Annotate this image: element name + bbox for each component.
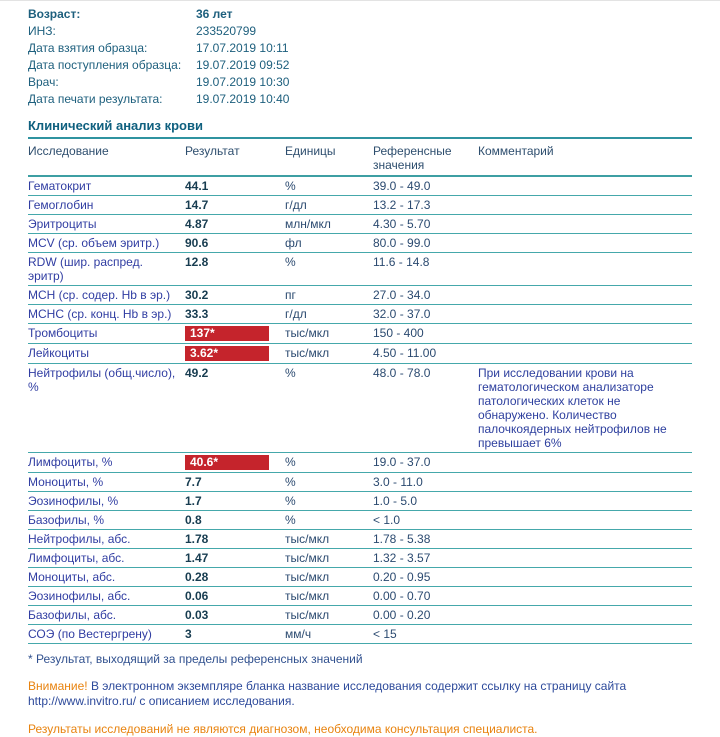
test-name: Базофилы, %: [28, 511, 185, 530]
reference-range: 1.32 - 3.57: [373, 549, 478, 568]
reference-range: 1.78 - 5.38: [373, 530, 478, 549]
reference-range: 0.00 - 0.20: [373, 606, 478, 625]
units: %: [285, 453, 373, 473]
result-value-flagged: 137*: [185, 326, 269, 341]
units: %: [285, 473, 373, 492]
result-value: 1.47: [185, 551, 209, 565]
table-header-row: [28, 138, 692, 176]
table-row: [28, 286, 692, 305]
units: %: [285, 492, 373, 511]
info-label: ИНЗ:: [28, 24, 56, 38]
test-name: Эритроциты: [28, 215, 185, 234]
units: млн/мкл: [285, 215, 373, 234]
test-name: СОЭ (по Вестергрену): [28, 625, 185, 644]
table-row: [28, 253, 692, 286]
info-value: 17.07.2019 10:11: [196, 41, 289, 55]
attention-label: Внимание!: [28, 679, 88, 693]
result-value: 1.7: [185, 494, 202, 508]
info-row-doctor: [28, 74, 692, 91]
comment: [478, 473, 692, 492]
comment: [478, 286, 692, 305]
comment: [478, 587, 692, 606]
result-value: 0.06: [185, 589, 209, 603]
col-header-units: Единицы: [285, 138, 373, 176]
info-value: 36 лет: [196, 7, 233, 21]
comment: [478, 453, 692, 473]
reference-range: 1.0 - 5.0: [373, 492, 478, 511]
reference-range: 80.0 - 99.0: [373, 234, 478, 253]
result-value: 14.7: [185, 198, 209, 212]
comment: [478, 549, 692, 568]
result-value: 0.28: [185, 570, 209, 584]
reference-range: 0.20 - 0.95: [373, 568, 478, 587]
test-name: Эозинофилы, %: [28, 492, 185, 511]
units: %: [285, 253, 373, 286]
result-value: 49.2: [185, 366, 209, 380]
info-row-print-date: [28, 91, 692, 108]
reference-range: 19.0 - 37.0: [373, 453, 478, 473]
table-row: [28, 625, 692, 644]
table-row: [28, 568, 692, 587]
comment: При исследовании крови на гематологическом анализаторе патологических клеток не обнаружено. Количество палочкоядерных нейтрофилов не превышает 6%: [478, 364, 692, 453]
units: %: [285, 364, 373, 453]
reference-range: 4.30 - 5.70: [373, 215, 478, 234]
result-value: 3: [185, 627, 192, 641]
table-row: [28, 511, 692, 530]
info-label: Дата печати результата:: [28, 92, 163, 106]
units: фл: [285, 234, 373, 253]
test-name: Нейтрофилы, абс.: [28, 530, 185, 549]
result-value: 44.1: [185, 179, 209, 193]
table-row: [28, 549, 692, 568]
table-row: [28, 606, 692, 625]
table-row: [28, 587, 692, 606]
result-value: 30.2: [185, 288, 209, 302]
table-row: [28, 305, 692, 324]
table-row: [28, 176, 692, 196]
reference-range: 39.0 - 49.0: [373, 176, 478, 196]
reference-range: 4.50 - 11.00: [373, 344, 478, 364]
units: тыс/мкл: [285, 530, 373, 549]
patient-info-block: [28, 6, 692, 108]
units: пг: [285, 286, 373, 305]
comment: [478, 253, 692, 286]
result-value: 7.7: [185, 475, 202, 489]
test-name: Моноциты, %: [28, 473, 185, 492]
reference-range: 150 - 400: [373, 324, 478, 344]
info-label: Дата взятия образца:: [28, 41, 148, 55]
electronic-form-notice: [28, 679, 676, 709]
test-name: Эозинофилы, абс.: [28, 587, 185, 606]
comment: [478, 324, 692, 344]
test-name: Моноциты, абс.: [28, 568, 185, 587]
info-value: 19.07.2019 10:30: [196, 75, 290, 89]
info-value: 233520799: [196, 24, 257, 38]
info-row-sample-taken: [28, 40, 692, 57]
table-row: [28, 473, 692, 492]
table-row: [28, 453, 692, 473]
comment: [478, 492, 692, 511]
out-of-range-footnote: * Результат, выходящий за пределы референсных значений: [28, 652, 363, 666]
result-value: 4.87: [185, 217, 209, 231]
result-value: 33.3: [185, 307, 209, 321]
reference-range: 32.0 - 37.0: [373, 305, 478, 324]
test-name: Тромбоциты: [28, 324, 185, 344]
table-row: [28, 215, 692, 234]
table-row: [28, 530, 692, 549]
table-row: [28, 364, 692, 453]
test-name: Базофилы, абс.: [28, 606, 185, 625]
test-name: Лимфоциты, %: [28, 453, 185, 473]
table-row: [28, 234, 692, 253]
units: %: [285, 511, 373, 530]
table-row: [28, 344, 692, 364]
invitro-link[interactable]: http://www.invitro.ru/: [28, 694, 137, 708]
units: г/дл: [285, 196, 373, 215]
result-value: 0.03: [185, 608, 209, 622]
result-value: 1.78: [185, 532, 209, 546]
comment: [478, 305, 692, 324]
units: тыс/мкл: [285, 549, 373, 568]
reference-range: 0.00 - 0.70: [373, 587, 478, 606]
col-header-comment: Комментарий: [478, 138, 692, 176]
test-name: Лимфоциты, абс.: [28, 549, 185, 568]
info-label: Дата поступления образца:: [28, 58, 182, 72]
comment: [478, 530, 692, 549]
units: г/дл: [285, 305, 373, 324]
comment: [478, 234, 692, 253]
col-header-reference: Референсные значения: [373, 138, 478, 176]
units: тыс/мкл: [285, 344, 373, 364]
units: тыс/мкл: [285, 568, 373, 587]
comment: [478, 176, 692, 196]
units: тыс/мкл: [285, 606, 373, 625]
info-value: 19.07.2019 10:40: [196, 92, 290, 106]
reference-range: < 1.0: [373, 511, 478, 530]
test-name: MCH (ср. содер. Hb в эр.): [28, 286, 185, 305]
reference-range: 13.2 - 17.3: [373, 196, 478, 215]
info-label: Возраст:: [28, 7, 81, 21]
reference-range: 48.0 - 78.0: [373, 364, 478, 453]
section-title: Клинический анализ крови: [28, 118, 203, 133]
notice-text-after-link: с описанием исследования.: [136, 694, 295, 708]
comment: [478, 196, 692, 215]
info-row-sample-received: [28, 57, 692, 74]
comment: [478, 568, 692, 587]
table-row: [28, 492, 692, 511]
units: тыс/мкл: [285, 324, 373, 344]
result-value: 12.8: [185, 255, 209, 269]
units: %: [285, 176, 373, 196]
test-name: RDW (шир. распред. эритр): [28, 253, 185, 286]
col-header-result: Результат: [185, 138, 285, 176]
result-value: 0.8: [185, 513, 202, 527]
info-label: Врач:: [28, 75, 59, 89]
comment: [478, 511, 692, 530]
comment: [478, 606, 692, 625]
info-row-inz: [28, 23, 692, 40]
test-name: Гемоглобин: [28, 196, 185, 215]
comment: [478, 344, 692, 364]
result-value-flagged: 40.6*: [185, 455, 269, 470]
table-row: [28, 324, 692, 344]
col-header-test: Исследование: [28, 138, 185, 176]
info-value: 19.07.2019 09:52: [196, 58, 290, 72]
test-name: MCHC (ср. конц. Hb в эр.): [28, 305, 185, 324]
units: мм/ч: [285, 625, 373, 644]
test-name: Гематокрит: [28, 176, 185, 196]
test-name: MCV (ср. объем эритр.): [28, 234, 185, 253]
notice-text-before-link: В электронном экземпляре бланка название исследования содержит ссылку на страницу сайта: [87, 679, 627, 693]
disclaimer-text: Результаты исследований не являются диагнозом, необходима консультация специалиста.: [28, 722, 538, 736]
reference-range: < 15: [373, 625, 478, 644]
info-row-age: [28, 6, 692, 23]
reference-range: 11.6 - 14.8: [373, 253, 478, 286]
reference-range: 3.0 - 11.0: [373, 473, 478, 492]
result-value: 90.6: [185, 236, 209, 250]
results-table: [28, 137, 692, 644]
comment: [478, 625, 692, 644]
comment: [478, 215, 692, 234]
test-name: Лейкоциты: [28, 344, 185, 364]
units: тыс/мкл: [285, 587, 373, 606]
table-row: [28, 196, 692, 215]
reference-range: 27.0 - 34.0: [373, 286, 478, 305]
test-name: Нейтрофилы (общ.число), %: [28, 364, 185, 453]
result-value-flagged: 3.62*: [185, 346, 269, 361]
